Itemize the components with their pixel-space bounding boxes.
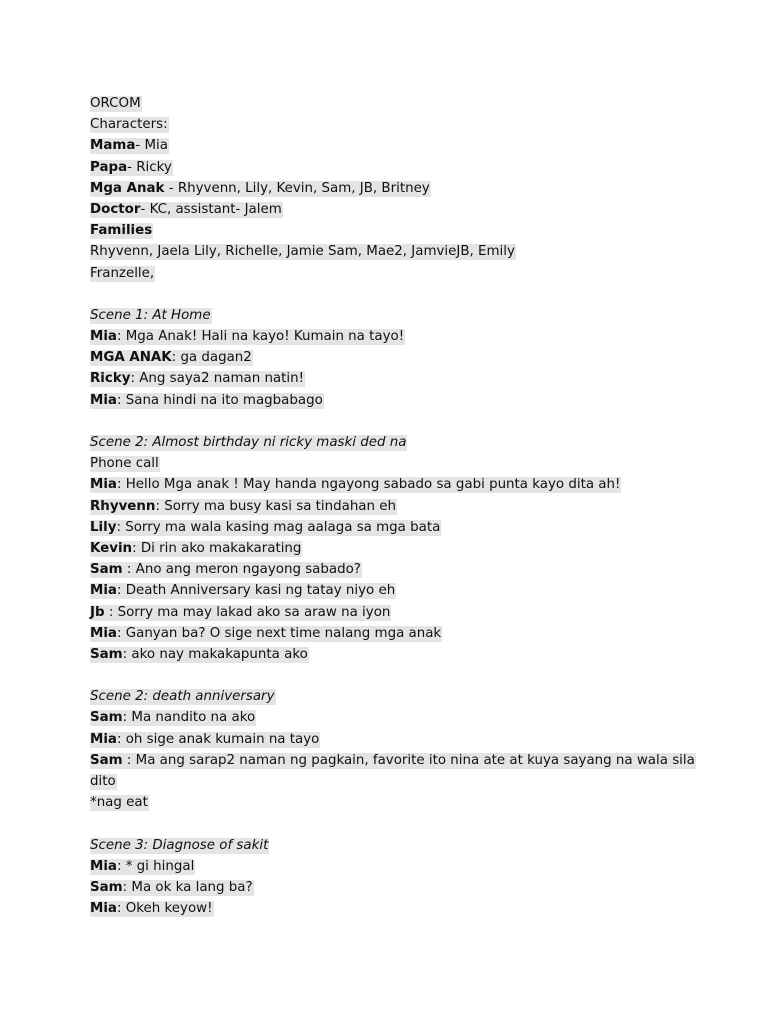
speaker-name: Jb — [90, 604, 105, 620]
dialogue-text: Ma nandito na ako — [131, 710, 256, 726]
scene-title: Scene 3: Diagnose of sakit — [90, 837, 269, 853]
cast-names: Rhyvenn, Lily, Kevin, Sam, JB, Britney — [177, 180, 430, 196]
dialogue-text: oh sige anak kumain na tayo — [125, 731, 320, 747]
speaker-name: Mia — [90, 329, 117, 345]
cast-line — [90, 157, 690, 178]
dialogue-text: ako nay makakapunta ako — [131, 646, 308, 662]
speaker-name: Rhyvenn — [90, 498, 156, 514]
dialogue-line — [90, 729, 690, 750]
dialogue-text: Mga Anak! Hali na kayo! Kumain na tayo! — [125, 329, 405, 345]
speaker-separator: : — [122, 879, 132, 895]
dialogue-text: Sorry ma wala kasing mag aalaga sa mga bata — [125, 519, 441, 535]
families-text: Rhyvenn, Jaela Lily, Richelle, Jamie Sam, Mae2, JamvieJB, Emily — [90, 244, 515, 260]
families-heading: Families — [90, 223, 153, 239]
dialogue-text: Death Anniversary kasi ng tatay niyo eh — [125, 583, 396, 599]
scene-title: Scene 2: Almost birthday ni ricky maski ded na — [90, 435, 407, 450]
speaker-name: Sam — [90, 646, 123, 662]
speaker-name: Mia — [90, 625, 117, 641]
dialogue-line — [90, 559, 690, 580]
document-page — [90, 93, 695, 919]
stage-direction-line — [90, 792, 690, 813]
stage-direction: *nag eat — [90, 795, 148, 811]
dialogue-text: * gi hingal — [125, 858, 195, 874]
cast-separator: - — [140, 201, 150, 217]
speaker-separator: : — [116, 625, 126, 641]
cast-line — [90, 135, 690, 156]
speaker-name: Sam — [90, 710, 123, 726]
dialogue-text: Ang saya2 naman natin! — [139, 371, 304, 387]
cast-role: Papa — [90, 159, 128, 175]
dialogue-line — [90, 496, 690, 517]
dialogue-line — [90, 877, 690, 898]
speaker-separator: : — [130, 371, 140, 387]
paragraph-gap — [90, 813, 690, 834]
dialogue-text: Di rin ako makakarating — [140, 540, 302, 556]
cast-line — [90, 178, 690, 199]
dialogue-line — [90, 750, 695, 771]
speaker-separator: : — [116, 392, 126, 408]
speaker-separator: : — [116, 583, 126, 599]
scene-title-line — [90, 686, 690, 707]
cast-role: Mga Anak — [90, 180, 165, 196]
speaker-name: Lily — [90, 519, 117, 535]
dialogue-text: Ma ang sarap2 naman ng pagkain, favorite ito nina ate at kuya sayang na wala sila — [135, 752, 695, 768]
cast-role: Mama — [90, 138, 136, 154]
dialogue-text: Sorry ma may lakad ako sa araw na iyon — [117, 604, 391, 620]
paragraph-gap — [90, 411, 690, 432]
speaker-separator: : — [104, 604, 118, 620]
speaker-name: Mia — [90, 731, 117, 747]
scene-title: Scene 2: death anniversary — [90, 689, 275, 705]
speaker-separator: : — [116, 858, 126, 874]
document-title: ORCOM — [90, 96, 141, 111]
dialogue-line — [90, 347, 690, 368]
scene-note-line — [90, 453, 690, 474]
dialogue-line — [90, 707, 690, 728]
speaker-name: Sam — [90, 562, 123, 578]
dialogue-text: Sana hindi na ito magbabago — [125, 392, 323, 408]
speaker-name: Mia — [90, 477, 117, 493]
dialogue-line — [90, 856, 690, 877]
speaker-name: Sam — [90, 752, 123, 768]
speaker-separator: : — [122, 562, 136, 578]
dialogue-line — [90, 326, 690, 347]
speaker-name: Mia — [90, 901, 117, 917]
dialogue-line — [90, 390, 690, 411]
characters-heading-line — [90, 114, 690, 135]
dialogue-text: Ano ang meron ngayong sabado? — [135, 562, 361, 578]
scene-title: Scene 1: At Home — [90, 307, 211, 323]
speaker-separator: : — [116, 329, 126, 345]
scene-title-line — [90, 305, 690, 326]
speaker-name: MGA ANAK — [90, 350, 172, 366]
scene-note: Phone call — [90, 456, 159, 472]
document-title-line — [90, 93, 690, 114]
speaker-name: Mia — [90, 392, 117, 408]
speaker-name: Mia — [90, 858, 117, 874]
cast-separator: - — [127, 159, 137, 175]
dialogue-line — [90, 580, 690, 601]
speaker-separator: : — [116, 731, 126, 747]
cast-names: Mia — [144, 138, 168, 154]
scene-title-line — [90, 432, 690, 453]
dialogue-line — [90, 898, 690, 919]
dialogue-text: ga dagan2 — [180, 350, 252, 366]
speaker-separator: : — [122, 752, 136, 768]
dialogue-text: Hello Mga anak ! May handa ngayong sabado sa gabi punta kayo dita ah! — [125, 477, 621, 493]
dialogue-line — [90, 368, 690, 389]
dialogue-line — [90, 644, 690, 665]
dialogue-line — [90, 517, 690, 538]
speaker-separator: : — [116, 519, 126, 535]
speaker-separator: : — [155, 498, 165, 514]
speaker-name: Mia — [90, 583, 117, 599]
speaker-name: Sam — [90, 879, 123, 895]
dialogue-line — [90, 623, 690, 644]
families-line — [90, 263, 690, 284]
scene-title-line — [90, 835, 690, 856]
speaker-separator: : — [122, 710, 132, 726]
dialogue-text: Okeh keyow! — [125, 901, 213, 917]
dialogue-line — [90, 602, 690, 623]
cast-role: Doctor — [90, 201, 141, 217]
speaker-name: Kevin — [90, 540, 133, 556]
speaker-name: Ricky — [90, 371, 131, 387]
families-text: Franzelle, — [90, 265, 155, 281]
cast-separator: - — [135, 138, 145, 154]
cast-separator: - — [164, 180, 178, 196]
speaker-separator: : — [122, 646, 132, 662]
speaker-separator: : — [171, 350, 181, 366]
dialogue-text: Sorry ma busy kasi sa tindahan eh — [164, 498, 396, 514]
dialogue-line — [90, 474, 690, 495]
paragraph-gap — [90, 665, 690, 686]
cast-names: KC, assistant- Jalem — [149, 201, 282, 217]
cast-line — [90, 199, 690, 220]
families-heading-line — [90, 220, 690, 241]
dialogue-text: Ganyan ba? O sige next time nalang mga anak — [125, 625, 442, 641]
characters-heading: Characters: — [90, 117, 168, 133]
paragraph-gap — [90, 284, 690, 305]
speaker-separator: : — [116, 901, 126, 917]
families-line — [90, 241, 690, 262]
dialogue-continuation: dito — [90, 774, 116, 789]
cast-names: Ricky — [136, 159, 172, 175]
speaker-separator: : — [132, 540, 141, 556]
speaker-separator: : — [116, 477, 126, 493]
dialogue-continuation-line — [90, 771, 690, 792]
dialogue-line — [90, 538, 690, 559]
dialogue-text: Ma ok ka lang ba? — [131, 879, 253, 895]
